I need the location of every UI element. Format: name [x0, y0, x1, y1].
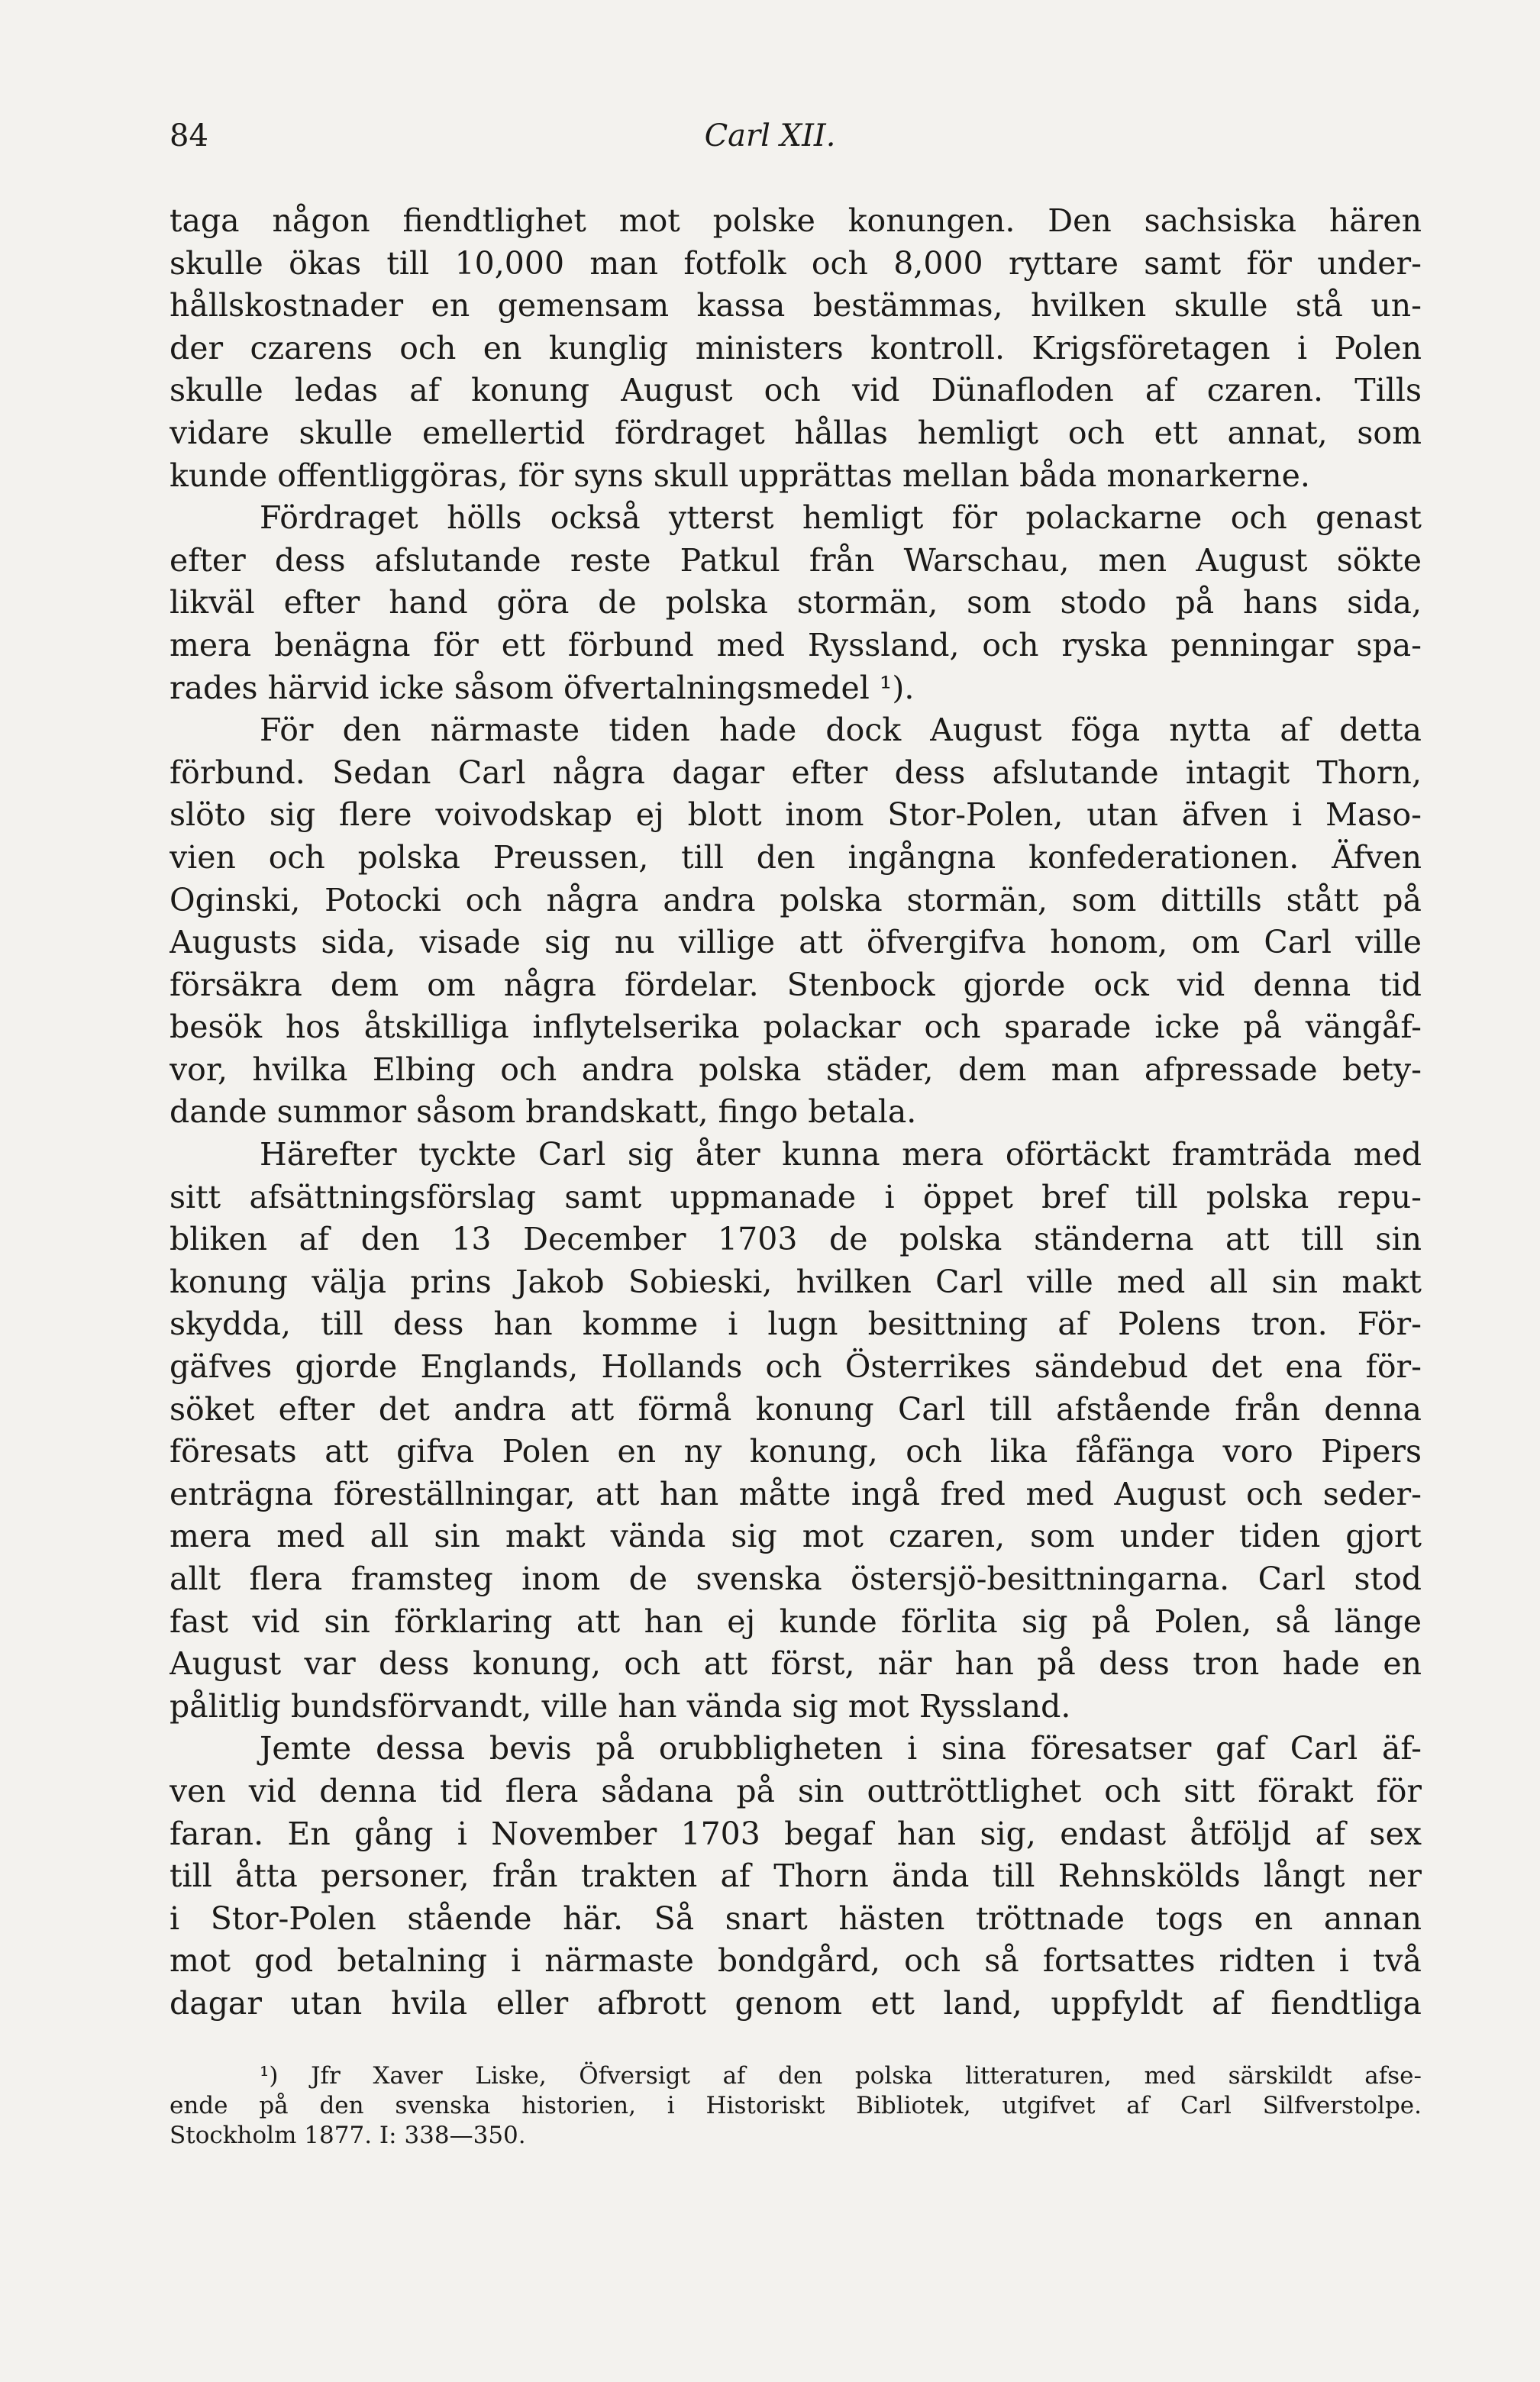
text-line: skydda, till dess han komme i lugn besittning af Polens tron. För- — [169, 1306, 1422, 1343]
text-line: Augusts sida, visade sig nu villige att öfvergifva honom, om Carl ville — [169, 924, 1422, 961]
running-head: Carl XII. — [704, 118, 836, 153]
text-line: skulle ökas till 10,000 man fotfolk och 8,000 ryttare samt för under- — [169, 244, 1422, 282]
text-line: föresats att gifva Polen en ny konung, och lika fåfänga voro Pipers — [169, 1433, 1422, 1470]
footnote-line: Stockholm 1877. I: 338—350. — [169, 2122, 526, 2149]
text-line: allt flera framsteg inom de svenska östersjö-besittningarna. Carl stod — [169, 1561, 1422, 1597]
text-line: besök hos åtskilliga inflytelserika polackar och sparade icke på vängåf- — [169, 1009, 1422, 1046]
page-number: 84 — [169, 118, 208, 153]
text-line: pålitlig bundsförvandt, ville han vända sig mot Ryssland. — [169, 1687, 1071, 1725]
body-text — [169, 200, 1422, 2025]
text-line: dande summor såsom brandskatt, fingo betala. — [169, 1093, 917, 1131]
text-line: vien och polska Preussen, till den ingångna konfederationen. Äfven — [169, 838, 1422, 876]
text-line: bliken af den 13 December 1703 de polska ständerna att till sin — [169, 1221, 1422, 1258]
text-line: konung välja prins Jakob Sobieski, hvilken Carl ville med all sin makt — [169, 1263, 1422, 1300]
text-line: söket efter det andra att förmå konung Carl till afstående från denna — [169, 1390, 1422, 1428]
text-line: För den närmaste tiden hade dock August föga nytta af detta — [260, 712, 1422, 749]
text-line: mera benägna för ett förbund med Ryssland, och ryska penningar spa- — [169, 626, 1422, 663]
text-line: vor, hvilka Elbing och andra polska städer, dem man afpressade bety- — [169, 1051, 1422, 1088]
text-line: likväl efter hand göra de polska stormän, som stodo på hans sida, — [169, 584, 1422, 621]
text-line: dagar utan hvila eller afbrott genom ett land, uppfyldt af fiendtliga — [169, 1984, 1422, 2022]
text-line: sitt afsättningsförslag samt uppmanade i öppet bref till polska repu- — [169, 1178, 1422, 1215]
text-line: förbund. Sedan Carl några dagar efter dess afslutande intagit Thorn, — [169, 754, 1422, 791]
text-line: faran. En gång i November 1703 begaf han sig, endast åtföljd af sex — [169, 1815, 1422, 1852]
text-line: i Stor-Polen stående här. Så snart hästen tröttnade togs en annan — [169, 1899, 1422, 1937]
text-line: fast vid sin förklaring att han ej kunde förlita sig på Polen, så länge — [169, 1603, 1422, 1640]
text-line: slöto sig flere voivodskap ej blott inom Stor-Polen, utan äfven i Maso- — [169, 796, 1422, 834]
text-line: enträgna föreställningar, att han måtte ingå fred med August och seder- — [169, 1475, 1422, 1512]
footnote-line: ¹) Jfr Xaver Liske, Öfversigt af den polska litteraturen, med särskildt afse- — [260, 2062, 1422, 2090]
text-line: Jemte dessa bevis på orubbligheten i sina föresatser gaf Carl äf- — [260, 1730, 1422, 1767]
text-line: mera med all sin makt vända sig mot czaren, som under tiden gjort — [169, 1518, 1422, 1555]
text-line: mot god betalning i närmaste bondgård, och så fortsattes ridten i två — [169, 1942, 1422, 1980]
text-line: rades härvid icke såsom öfvertalningsmedel ¹). — [169, 669, 915, 706]
text-line: till åtta personer, från trakten af Thorn ända till Rehnskölds långt ner — [169, 1858, 1422, 1895]
footnote-line: ende på den svenska historien, i Historiskt Bibliotek, utgifvet af Carl Silfverstolpe. — [169, 2092, 1422, 2119]
text-line: kunde offentliggöras, för syns skull upprättas mellan båda monarkerne. — [169, 457, 1310, 494]
footnote — [169, 2061, 1422, 2151]
text-line: August var dess konung, och att först, när han på dess tron hade en — [169, 1645, 1422, 1683]
text-line: skulle ledas af konung August och vid Dünafloden af czaren. Tills — [169, 372, 1422, 409]
text-line: hållskostnader en gemensam kassa bestämmas, hvilken skulle stå un- — [169, 287, 1422, 324]
text-line: taga någon fiendtlighet mot polske konungen. Den sachsiska hären — [169, 202, 1422, 239]
text-line: Fördraget hölls också ytterst hemligt för polackarne och genast — [260, 499, 1422, 537]
text-line: försäkra dem om några fördelar. Stenbock gjorde ock vid denna tid — [169, 966, 1422, 1003]
text-line: Oginski, Potocki och några andra polska stormän, som dittills stått på — [169, 881, 1422, 918]
text-line: gäfves gjorde Englands, Hollands och Österrikes sändebud det ena för- — [169, 1348, 1422, 1386]
text-line: Härefter tyckte Carl sig åter kunna mera oförtäckt framträda med — [260, 1136, 1422, 1173]
text-line: der czarens och en kunglig ministers kontroll. Krigsföretagen i Polen — [169, 329, 1422, 366]
text-line: efter dess afslutande reste Patkul från Warschau, men August sökte — [169, 541, 1422, 579]
text-line: vidare skulle emellertid fördraget hållas hemligt och ett annat, som — [169, 414, 1422, 451]
text-line: ven vid denna tid flera sådana på sin outtröttlighet och sitt förakt för — [169, 1772, 1422, 1809]
